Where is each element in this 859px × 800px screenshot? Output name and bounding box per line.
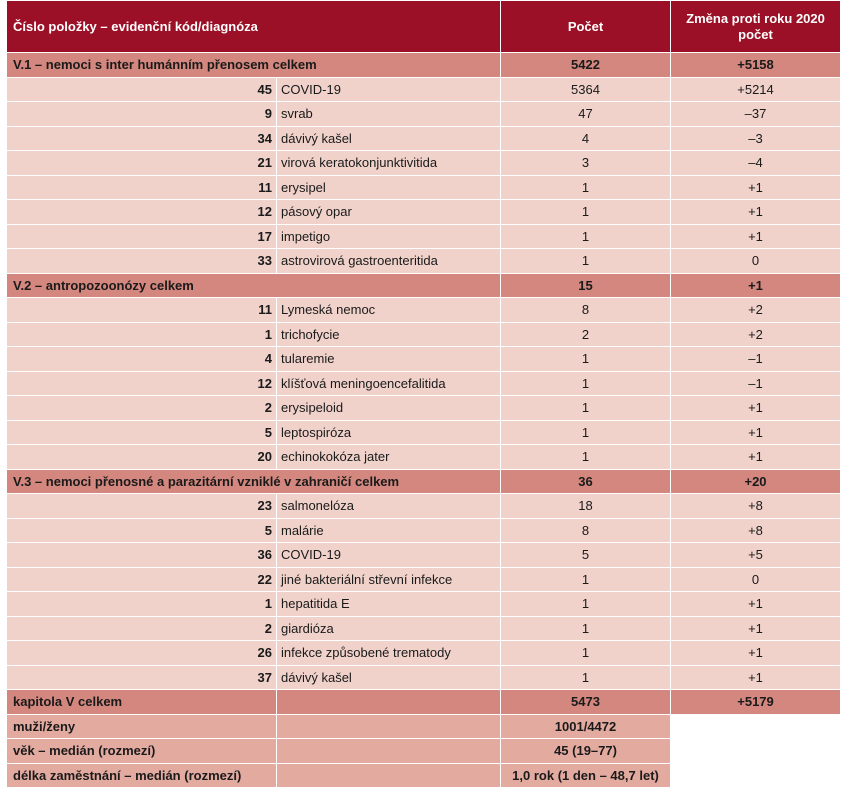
table-row [7, 616, 841, 641]
header-row [7, 1, 841, 53]
item-name: malárie [277, 518, 501, 543]
item-code: 1 [7, 322, 277, 347]
item-code: 20 [7, 445, 277, 470]
item-count: 3 [501, 151, 671, 176]
item-change: 0 [671, 249, 841, 274]
item-name: dávivý kašel [277, 665, 501, 690]
disease-table [6, 0, 841, 788]
stat-empty [671, 714, 841, 739]
item-name: klíšťová meningoencefalitida [277, 371, 501, 396]
item-code: 21 [7, 151, 277, 176]
item-code: 2 [7, 616, 277, 641]
item-count: 1 [501, 249, 671, 274]
table-row [7, 641, 841, 666]
total-row [7, 690, 841, 715]
table-row [7, 200, 841, 225]
table-body [7, 53, 841, 788]
item-code: 12 [7, 200, 277, 225]
item-change: +1 [671, 175, 841, 200]
total-count: 5473 [501, 690, 671, 715]
item-change: +1 [671, 592, 841, 617]
item-code: 4 [7, 347, 277, 372]
item-code: 17 [7, 224, 277, 249]
item-change: –1 [671, 347, 841, 372]
item-change: –3 [671, 126, 841, 151]
item-name: svrab [277, 102, 501, 127]
item-code: 23 [7, 494, 277, 519]
item-code: 5 [7, 518, 277, 543]
table-row [7, 567, 841, 592]
stat-row [7, 714, 841, 739]
item-count: 18 [501, 494, 671, 519]
item-count: 4 [501, 126, 671, 151]
table-row [7, 494, 841, 519]
item-change: +5214 [671, 77, 841, 102]
table-row [7, 224, 841, 249]
item-count: 1 [501, 371, 671, 396]
item-name: infekce způsobené trematody [277, 641, 501, 666]
item-count: 1 [501, 420, 671, 445]
item-count: 1 [501, 445, 671, 470]
header-diagnosis: Číslo položky – evidenční kód/diagnóza [7, 1, 501, 53]
item-change: –1 [671, 371, 841, 396]
item-change: +1 [671, 616, 841, 641]
section-row [7, 469, 841, 494]
table-row [7, 175, 841, 200]
item-code: 26 [7, 641, 277, 666]
item-count: 1 [501, 224, 671, 249]
item-change: +1 [671, 665, 841, 690]
section-row [7, 273, 841, 298]
item-code: 11 [7, 175, 277, 200]
item-name: dávivý kašel [277, 126, 501, 151]
item-name: astrovirová gastroenteritida [277, 249, 501, 274]
stat-empty [671, 763, 841, 788]
item-count: 1 [501, 396, 671, 421]
section-count: 5422 [501, 53, 671, 78]
item-count: 47 [501, 102, 671, 127]
item-change: +8 [671, 518, 841, 543]
item-name: impetigo [277, 224, 501, 249]
item-code: 36 [7, 543, 277, 568]
item-name: salmonelóza [277, 494, 501, 519]
item-code: 34 [7, 126, 277, 151]
section-title: V.1 – nemoci s inter humánním přenosem celkem [7, 53, 501, 78]
header-change: Změna proti roku 2020 počet [671, 1, 841, 53]
section-count: 15 [501, 273, 671, 298]
item-change: +5 [671, 543, 841, 568]
section-title: V.2 – antropozoonózy celkem [7, 273, 501, 298]
item-name: Lymeská nemoc [277, 298, 501, 323]
section-change: +5158 [671, 53, 841, 78]
item-code: 37 [7, 665, 277, 690]
header-count: Počet [501, 1, 671, 53]
section-change: +1 [671, 273, 841, 298]
item-change: +1 [671, 641, 841, 666]
table-row [7, 518, 841, 543]
item-name: COVID-19 [277, 543, 501, 568]
item-code: 9 [7, 102, 277, 127]
table-row [7, 322, 841, 347]
item-change: +1 [671, 420, 841, 445]
stat-value: 1,0 rok (1 den – 48,7 let) [501, 763, 671, 788]
item-change: –4 [671, 151, 841, 176]
item-change: +2 [671, 322, 841, 347]
total-blank [277, 690, 501, 715]
section-row [7, 53, 841, 78]
section-title: V.3 – nemoci přenosné a parazitární vzniklé v zahraničí celkem [7, 469, 501, 494]
item-name: COVID-19 [277, 77, 501, 102]
item-count: 8 [501, 518, 671, 543]
table-row [7, 396, 841, 421]
stat-label: věk – medián (rozmezí) [7, 739, 277, 764]
stat-blank [277, 739, 501, 764]
table-row [7, 665, 841, 690]
table-row [7, 592, 841, 617]
stat-blank [277, 714, 501, 739]
item-count: 8 [501, 298, 671, 323]
item-count: 1 [501, 175, 671, 200]
item-code: 22 [7, 567, 277, 592]
table-row [7, 543, 841, 568]
stat-value: 1001/4472 [501, 714, 671, 739]
item-count: 1 [501, 641, 671, 666]
stat-blank [277, 763, 501, 788]
item-name: giardióza [277, 616, 501, 641]
item-name: hepatitida E [277, 592, 501, 617]
table-row [7, 371, 841, 396]
item-count: 1 [501, 665, 671, 690]
section-count: 36 [501, 469, 671, 494]
table-row [7, 298, 841, 323]
item-code: 45 [7, 77, 277, 102]
item-count: 1 [501, 616, 671, 641]
stat-value: 45 (19–77) [501, 739, 671, 764]
item-code: 33 [7, 249, 277, 274]
total-change: +5179 [671, 690, 841, 715]
item-name: erysipel [277, 175, 501, 200]
item-name: virová keratokonjunktivitida [277, 151, 501, 176]
item-count: 5 [501, 543, 671, 568]
stat-row [7, 763, 841, 788]
item-name: tularemie [277, 347, 501, 372]
table-row [7, 445, 841, 470]
stat-label: muži/ženy [7, 714, 277, 739]
item-code: 11 [7, 298, 277, 323]
item-change: –37 [671, 102, 841, 127]
item-name: leptospiróza [277, 420, 501, 445]
item-change: 0 [671, 567, 841, 592]
item-code: 12 [7, 371, 277, 396]
table-row [7, 347, 841, 372]
item-count: 1 [501, 347, 671, 372]
table-row [7, 77, 841, 102]
table-row [7, 126, 841, 151]
table-row [7, 420, 841, 445]
item-name: erysipeloid [277, 396, 501, 421]
item-name: jiné bakteriální střevní infekce [277, 567, 501, 592]
item-change: +1 [671, 224, 841, 249]
item-count: 1 [501, 200, 671, 225]
item-code: 1 [7, 592, 277, 617]
table-row [7, 249, 841, 274]
item-count: 2 [501, 322, 671, 347]
item-count: 1 [501, 567, 671, 592]
section-change: +20 [671, 469, 841, 494]
item-change: +1 [671, 396, 841, 421]
total-label: kapitola V celkem [7, 690, 277, 715]
item-change: +1 [671, 445, 841, 470]
item-change: +1 [671, 200, 841, 225]
item-code: 5 [7, 420, 277, 445]
item-name: echinokokóza jater [277, 445, 501, 470]
item-name: trichofycie [277, 322, 501, 347]
item-code: 2 [7, 396, 277, 421]
item-change: +8 [671, 494, 841, 519]
table-row [7, 151, 841, 176]
item-name: pásový opar [277, 200, 501, 225]
stat-label: délka zaměstnání – medián (rozmezí) [7, 763, 277, 788]
stat-empty [671, 739, 841, 764]
item-change: +2 [671, 298, 841, 323]
stat-row [7, 739, 841, 764]
table-row [7, 102, 841, 127]
item-count: 5364 [501, 77, 671, 102]
item-count: 1 [501, 592, 671, 617]
